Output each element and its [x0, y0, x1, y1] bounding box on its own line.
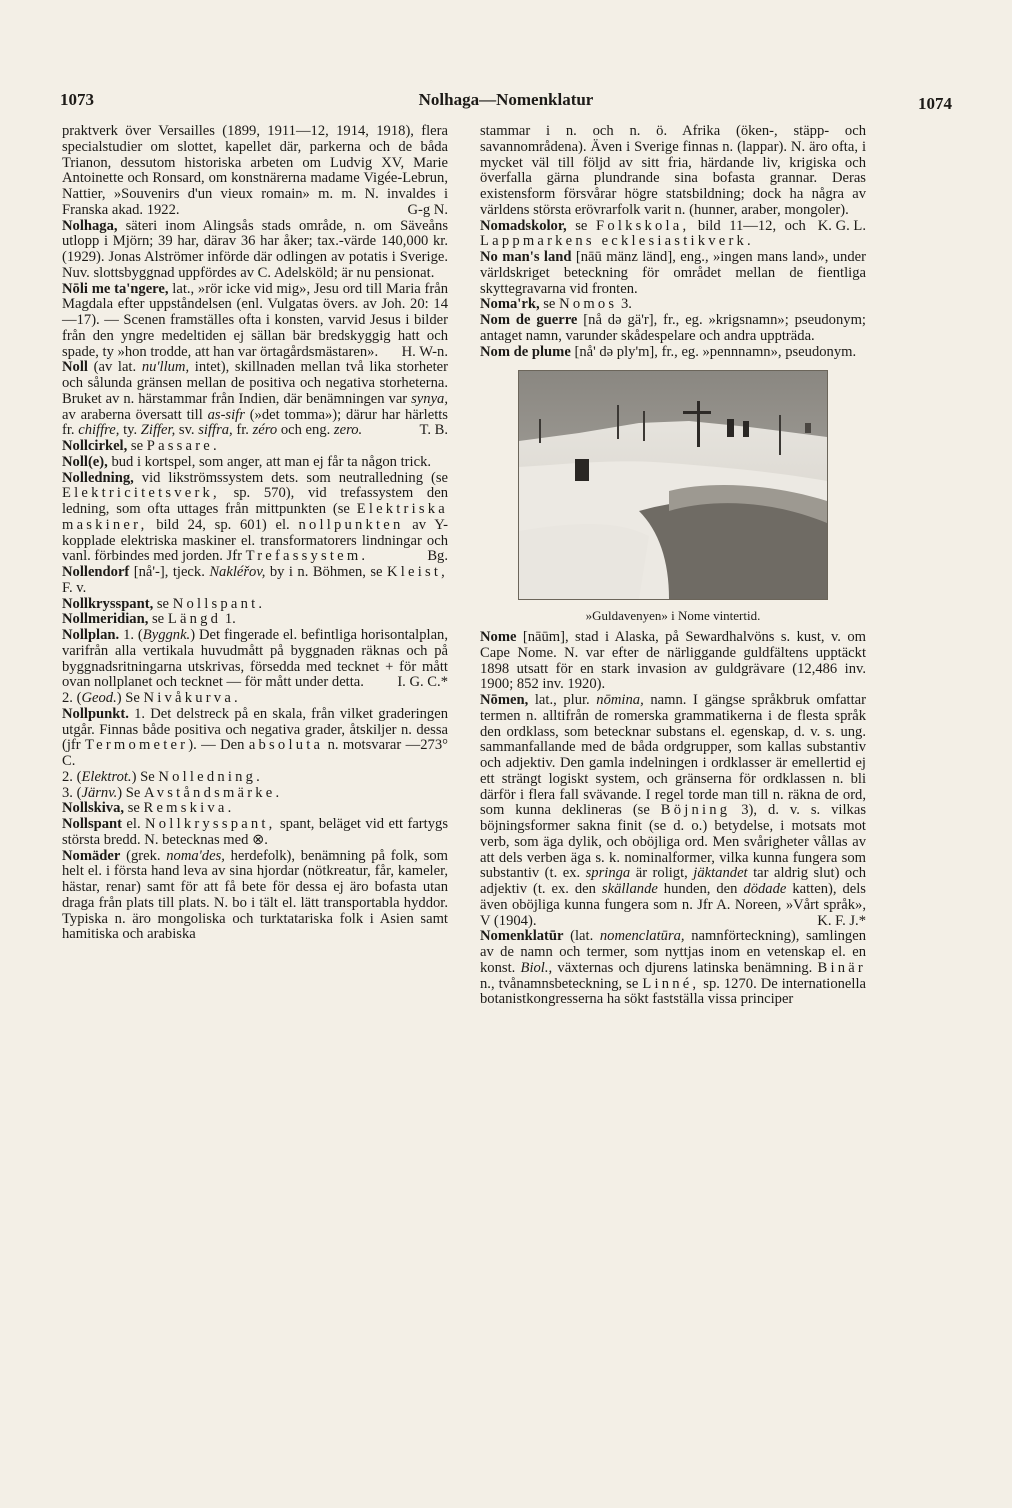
- entry-noll: Noll (av lat. nu'llum, intet), skillnaden mellan två lika storheter och sålunda gränsen mellan de positiva och negativa storheterna. Bruket av n. härstammar från Indien, där benämningen var synya, av araberna översatt till as-sifr (»det tomma»); därur har härletts fr. chiffre, ty. Ziffer, sv. siffra, fr. zéro och eng. zero. T. B.: [62, 359, 448, 439]
- author-signature: G-g N.: [407, 201, 448, 218]
- headword: Nollskiva,: [62, 800, 125, 817]
- author-signature: H. W-n.: [401, 343, 448, 360]
- right-column: [480, 124, 866, 1394]
- entry-nolledning: Nolledning, vid likströmssystem dets. som neutralledning (se Elektricitetsverk, sp. 570), vid trefassystem den ledning, som ofta uttages från mittpunkten (se Elektriska maskiner, bild 24, sp. 601) el. nollpunkten av Y-kopplade elektriska maskiner el. transformatorers lindningar och vanl. förbindes med jorden. Jfr Trefassystem. Bg.: [62, 469, 448, 565]
- entry-nomadskolor: Nomadskolor, se Folkskola, bild 11—12, och Lappmarkens ecklesiastikverk.: [480, 217, 806, 250]
- headword: Nōli me ta'ngere,: [62, 280, 169, 297]
- cross-reference: Böjning: [660, 802, 731, 819]
- headword: Nom de guerre: [480, 312, 578, 328]
- figure-caption: »Guldavenyen» i Nome vintertid.: [585, 608, 761, 624]
- cross-reference: Termometer: [85, 737, 189, 754]
- headword: Nomenklatūr: [480, 928, 564, 945]
- entry-nollmeridian: Nollmeridian, se Längd 1.: [62, 611, 236, 628]
- page-number-right: 1074: [918, 94, 952, 113]
- headword: Nollmeridian,: [62, 611, 149, 628]
- cross-reference: Elektricitetsverk,: [62, 485, 220, 502]
- author-signature: T. B.: [419, 422, 448, 439]
- cross-reference: Nivåkurva.: [143, 690, 241, 706]
- author-signature: I. G. C.*: [397, 674, 448, 691]
- entry-nome: Nome [nāūm], stad i Alaska, på Sewardhalvöns s. kust, v. om Cape Nome. N. var efter de närliggande guldfältens upptäckt 1898 utsatt för en stark invasion av guldgrävare (12,486 inv. 1900; 852 inv. 1920).: [480, 629, 866, 693]
- headword: Nollendorf: [62, 564, 130, 580]
- entry-nollspant: Nollspant el. Nollkrysspant, spant, beläget vid ett fartygs största bredd. N. betecknas med ⊗.: [62, 816, 448, 848]
- entry-nolle: Noll(e), bud i kortspel, som anger, att man ej får ta någon trick.: [62, 453, 432, 470]
- headword: Nōmen,: [480, 692, 529, 708]
- headword: Nom de plume: [480, 343, 571, 360]
- entry-nom-de-plume: Nom de plume [nå' də ply'm], fr., eg. »pennnamn», pseudonym.: [480, 343, 857, 360]
- entry-nollpunkt: Nollpunkt. 1. Det delstreck på en skala, från vilket graderingen utgår. Finnas både positiva och negativa grader, åtskiljer n. dessa (jfr Termometer). — Den absoluta n. motsvarar —273° C. 2. (Elektrot.) Se Nolledning. 3. (Järnv.) Se Avståndsmärke.: [62, 705, 448, 801]
- headword: Nollplan.: [62, 627, 120, 643]
- cross-reference: Nomos: [559, 296, 618, 313]
- entry-nom-de-guerre: Nom de guerre [nå də gä'r], fr., eg. »krigsnamn»; pseudonym; antaget namn, varunder skådespelare och andra uppträda.: [480, 312, 866, 344]
- headword: Noll(e),: [62, 453, 108, 470]
- headword: Nollspant: [62, 816, 123, 832]
- entry-nomark: Noma'rk, se Nomos 3.: [480, 296, 632, 313]
- author-signature: K. G. L.: [817, 217, 866, 234]
- entry-nollkrysspant: Nollkrysspant, se Nollspant.: [62, 595, 266, 612]
- entry-nomenklatur: Nomenklatūr (lat. nomenclatūra, namnförteckning), samlingen av de namn och termer, som nyttjas inom en vetenskap el. en konst. Biol., växternas och djurens latinska benämning. Binär n., tvånamnsbeteckning, se Linné, sp. 1270. De internationella botanistkongresserna ha sökt fastställa vissa principer: [480, 928, 866, 1008]
- cross-reference: Nolledning.: [158, 768, 264, 785]
- entry-nollendorf: Nollendorf [nå'-], tjeck. Nakléřov, by i n. Böhmen, se Kleist, F. v.: [62, 564, 448, 596]
- entry-nomader: Nomäder (grek. noma'des, herdefolk), benämning på folk, som helt el. i första hand leva av sina hjordar (nötkreatur, får, kameler, hästar, renar) samt för att få bete för dessa ej äro bofasta utan draga från plats till plats. N. bo i tält el. lätt transportabla hyddor. Typiska n. äro mongoliska och turktatariska folk i Asien samt hamitiska och arabiska: [62, 847, 448, 943]
- entry-continuation: stammar i n. och n. ö. Afrika (öken-, stäpp- och savannområdena). Även i Sverige finnas n. (lappar). N. äro ofta, i mycket väl till följd av sitt fria, härdande liv, krigiska och överfalla gärna plundrande sina bofasta grannar. Deras existensform försvårar högre statsbildning; dock ha några av världens största erövrarfolk varit n. (hunner, araber, mongoler). K. G. L.: [480, 123, 866, 234]
- cross-reference: Linné,: [642, 975, 700, 992]
- entry-continuation: praktverk över Versailles (1899, 1911—12, 1914, 1918), flera specialstudier om slottet, kapellet där, parkerna och de båda Trianon, dessutom historiska arbeten om Ludvig XV, Marie Antoinette och Ronsard, om konstnärerna madame Vigée-Lebrun, Nattier, »Souvenirs d'un vieux romain» m. m. N. invaldes i Franska akad. 1922. G-g N.: [62, 123, 448, 218]
- figure: [480, 370, 866, 624]
- cross-reference: Elektriska maskiner,: [62, 501, 448, 533]
- headword: Nomäder: [62, 847, 121, 864]
- cross-reference: Avståndsmärke.: [144, 784, 283, 801]
- cross-reference: nollpunkten: [298, 516, 404, 533]
- page-title: Nolhaga—Nomenklatur: [418, 90, 594, 109]
- headword: Nomadskolor,: [480, 217, 567, 234]
- headword: Nollcirkel,: [62, 438, 128, 454]
- page-number-left: 1073: [60, 90, 94, 109]
- cross-reference: Nollspant.: [172, 595, 266, 612]
- entry-nollcirkel: Nollcirkel, se Passare.: [62, 438, 220, 454]
- entry-noli-me-tangere: Nōli me ta'ngere, lat., »rör icke vid mig», Jesu ord till Maria från Magdala efter uppståndelsen (enl. Vulgatas övers. av Joh. 20: 14—17). — Scenen framställes ofta i konsten, varvid Jesus i bilder från den yngre medeltiden ej sällan bär bredskyggig hatt och spade, ty »hon trodde, att han var örtagårdsmästaren». H. W-n.: [62, 280, 448, 360]
- headword: No man's land: [480, 249, 572, 265]
- entry-no-mans-land: No man's land [nāū mänz länd], eng., »ingen mans land», under världskriget beteckning för området mellan de fientliga skyttegravarna vid fronten.: [480, 249, 866, 297]
- headword: Nollkrysspant,: [62, 595, 154, 612]
- cross-reference: Nollkrysspant,: [145, 816, 276, 832]
- entry-nolhaga: Nolhaga, säteri inom Alingsås stads område, n. om Säveåns utlopp i Mjörn; 39 har, därav 36 har åker; tax.-värde 140,000 kr. (1929). Jonas Alströmer införde där odlingen av potatis i Sverige. Nuv. slottsbyggnad uppfördes av C. Adelsköld; är nu pensionat.: [62, 217, 448, 281]
- cross-reference: Trefassystem.: [245, 548, 369, 565]
- author-signature: K. F. J.*: [817, 912, 866, 929]
- cross-reference: Passare.: [146, 438, 220, 454]
- page-header: [60, 90, 952, 116]
- cross-reference: Kleist,: [387, 564, 448, 580]
- headword: Nolledning,: [62, 469, 134, 486]
- headword: Noma'rk,: [480, 296, 540, 313]
- cross-reference: Folkskola,: [595, 217, 690, 234]
- entry-nomen: Nōmen, lat., plur. nōmina, namn. I gängse språkbruk omfattar termen n. alltifrån de romerska grammatikerna i de flesta språk den ordklass, som betecknar substans el. egenskap, d. v. s. ung. sammanfallande med de båda ordgrupper, som kallas substantiv och adjektiv. Den gamla indelningen i ordklasser är emellertid ej ett strängt logiskt system, och gränserna för ordklassen n. bli därför i flera fall svävande. I regel torde man till n. räkna de ord, som kunna deklineras (se Böjning 3), d. v. s. vilkas böjningsformer sakna finit (se d. o.) betydelse, i motsats mot verb, som äga dylik, och oböjliga ord. Men svårigheter vållas av att dels verben äga s. k. nominalformer, vilka kunna fungera som substantiv (t. ex. springa är roligt, jäktandet tar aldrig slut) och adjektiv (t. ex. den skällande hunden, den dödade katten), dels även oböjliga kunna fungera som n. Jfr A. Noreen, »Vårt språk», V (1904). K. F. J.*: [480, 692, 867, 929]
- entry-nollplan: Nollplan. 1. (Byggnk.) Det fingerade el. befintliga horisontalplan, varifrån alla vertikala huvudmått på byggnaden räknas och på byggnadsritningarna utskrivas, försedda med tecknet + för mått ovan nollplanet och tecknet — för mått under detta. I. G. C.* 2. (Geod.) Se Nivåkurva.: [62, 627, 448, 706]
- headword: Nome: [480, 629, 517, 645]
- headword: Nolhaga,: [62, 217, 118, 234]
- cross-reference: Lappmarkens ecklesiastikverk.: [480, 233, 754, 250]
- headword: Noll: [62, 359, 88, 376]
- cross-reference: Remskiva.: [143, 800, 235, 817]
- headword: Nollpunkt.: [62, 705, 129, 722]
- entry-nollskiva: Nollskiva, se Remskiva.: [62, 800, 235, 817]
- cross-reference: Längd: [167, 611, 222, 628]
- cross-reference: Binär: [817, 959, 866, 976]
- winter-street-photo: [518, 370, 828, 600]
- left-column: [62, 124, 448, 1404]
- author-signature: Bg.: [427, 548, 448, 565]
